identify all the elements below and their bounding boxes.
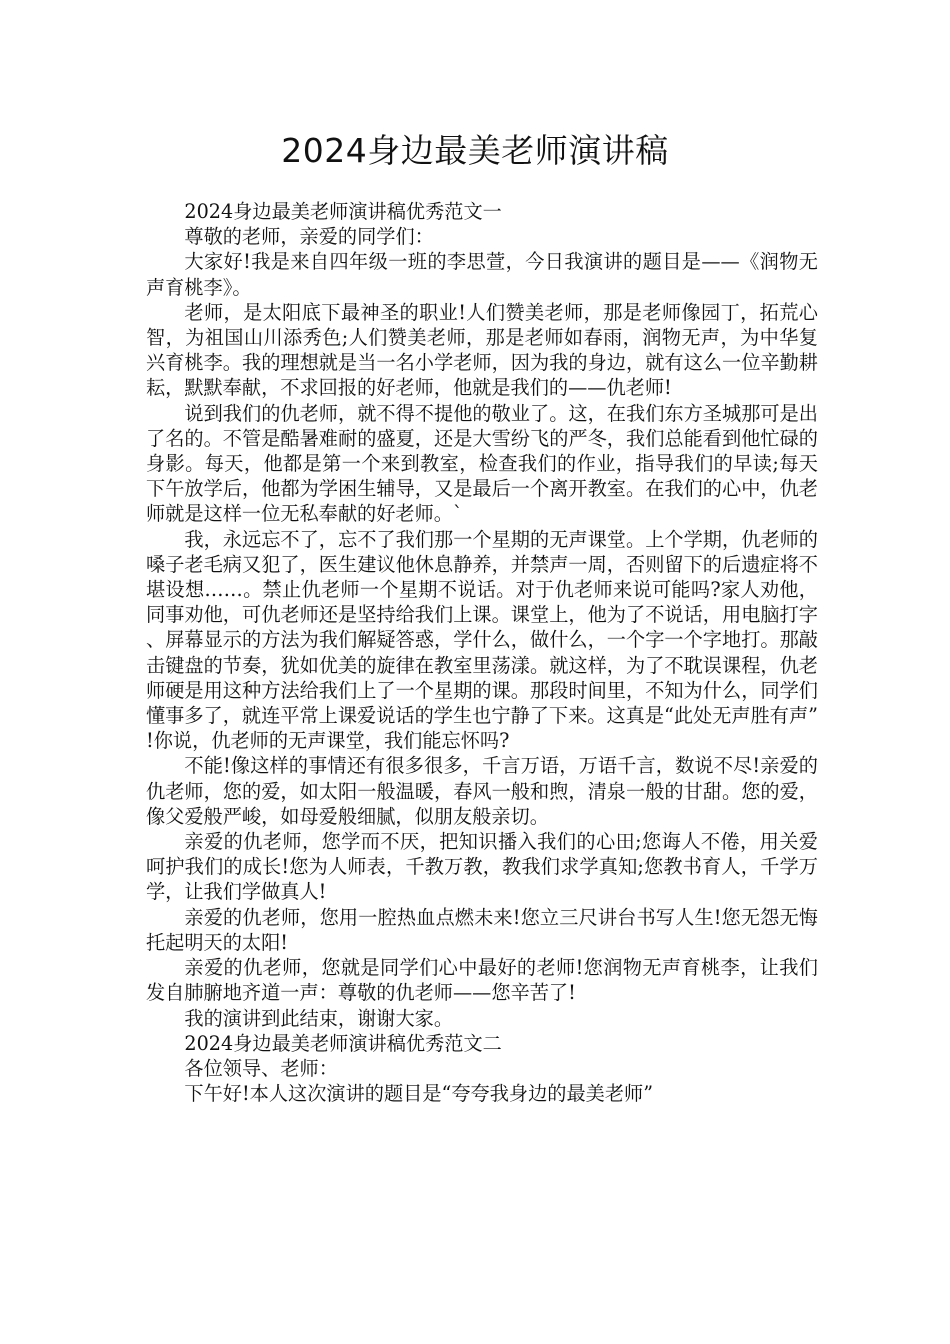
paragraph-body: 我，永远忘不了，忘不了我们那一个星期的无声课堂。上个学期，仇老师的嗓子老毛病又犯了，医生建议他休息静养，并禁声一周，否则留下的后遗症将不堪设想……。禁止仇老师一个星期不说话。对于仇老师来说可能吗?家人劝他，同事劝他，可仇老师还是坚持给我们上课。课堂上，他为了不说话，用电脑打字、屏幕显示的方法为我们解疑答惑，学什么，做什么，一个字一个字地打。那敲击键盘的节奏，犹如优美的旋律在教室里荡漾。就这样，为了不耽误课程，仇老师硬是用这种方法给我们上了一个星期的课。那段时间里，不知为什么，同学们懂事多了，就连平常上课爱说话的学生也宁静了下来。这真是“此处无声胜有声”!你说，仇老师的无声课堂，我们能忘怀吗? <box>146 527 818 753</box>
paragraph-body: 亲爱的仇老师，您用一腔热血点燃未来!您立三尺讲台书写人生!您无怨无悔托起明天的太阳! <box>146 905 818 954</box>
paragraph-body: 亲爱的仇老师，您就是同学们心中最好的老师!您润物无声育桃李，让我们发自肺腑地齐道一声：尊敬的仇老师——您辛苦了! <box>146 956 818 1005</box>
paragraph-salutation-1: 尊敬的老师，亲爱的同学们： <box>184 225 434 249</box>
paragraph-body: 不能!像这样的事情还有很多很多，千言万语，万语千言，数说不尽!亲爱的仇老师，您的爱，如太阳一般温暖，春风一般和煦，清泉一般的甘甜。您的爱，像父爱般严峻，如母爱般细腻，似朋友般亲切。 <box>146 754 818 828</box>
paragraph-closing: 我的演讲到此结束，谢谢大家。 <box>184 1006 454 1030</box>
paragraph-salutation-2: 各位领导、老师： <box>184 1056 338 1080</box>
paragraph-greeting: 大家好!我是来自四年级一班的李思萱，今日我演讲的题目是——《润物无声育桃李》。 <box>146 250 818 299</box>
paragraph-body: 老师，是太阳底下最神圣的职业!人们赞美老师，那是老师像园丁，拓荒心智，为祖国山川添秀色;人们赞美老师，那是老师如春雨，润物无声，为中华复兴育桃李。我的理想就是当一名小学老师，因为我的身边，就有这么一位辛勤耕耘，默默奉献，不求回报的好老师，他就是我们的——仇老师! <box>146 300 818 400</box>
paragraph-opening-2: 下午好!本人这次演讲的题目是“夸夸我身边的最美老师” <box>184 1082 654 1106</box>
paragraph-heading-1: 2024身边最美老师演讲稿优秀范文一 <box>184 200 502 223</box>
document-body <box>146 199 818 1106</box>
paragraph-body: 说到我们的仇老师，就不得不提他的敬业了。这，在我们东方圣城那可是出了名的。不管是酷暑难耐的盛夏，还是大雪纷飞的严冬，我们总能看到他忙碌的身影。每天，他都是第一个来到教室，检查我们的作业，指导我们的早读;每天下午放学后，他都为学困生辅导，又是最后一个离开教室。在我们的心中，仇老师就是这样一位无私奉献的好老师。` <box>146 401 818 526</box>
document-title: 2024身边最美老师演讲稿 <box>281 131 669 170</box>
paragraph-heading-2: 2024身边最美老师演讲稿优秀范文二 <box>184 1031 502 1055</box>
paragraph-body: 亲爱的仇老师，您学而不厌，把知识播入我们的心田;您诲人不倦，用关爱呵护我们的成长!您为人师表，千教万教，教我们求学真知;您教书育人，千学万学，让我们学做真人! <box>146 830 818 904</box>
